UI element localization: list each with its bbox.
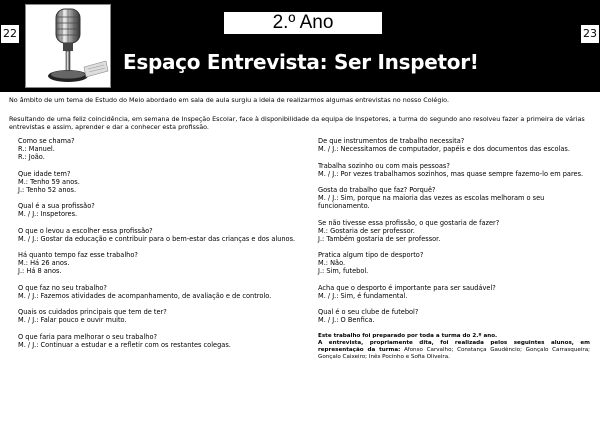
- qa-item: [18, 284, 298, 300]
- question: Como se chama?: [18, 137, 75, 145]
- question: Há quanto tempo faz esse trabalho?: [18, 251, 138, 259]
- answer: M. / J.: Inspetores.: [18, 210, 78, 218]
- qa-item: [18, 202, 298, 218]
- qa-item: [318, 137, 590, 153]
- microphone-photo: [25, 4, 111, 88]
- class-year-label: 2.º Ano: [223, 11, 383, 35]
- answer: J.: Sim, futebol.: [318, 267, 369, 275]
- qa-item: [318, 251, 590, 275]
- qa-item: [18, 137, 298, 161]
- answer: M. / J.: Por vezes trabalhamos sozinhos, mas quase sempre fazemo-lo em pares.: [318, 169, 584, 178]
- page-title: Espaço Entrevista: Ser Inspetor!: [123, 50, 479, 74]
- answer: R.: Manuel.: [18, 145, 55, 153]
- credits-note: [318, 333, 590, 361]
- answer: M. / J.: O Benfica.: [318, 316, 375, 324]
- question: Que idade tem?: [18, 169, 71, 178]
- page-header: [0, 0, 600, 92]
- question: Se não tivesse essa profissão, o que gostaria de fazer?: [318, 218, 500, 227]
- answer: M.: Não.: [318, 259, 346, 267]
- question: O que o levou a escolher essa profissão?: [18, 226, 153, 235]
- answer: M. / J.: Sim, porque na maioria das vezes as escolas melhoram o seu funcionamento.: [318, 194, 545, 210]
- question: Qual é o seu clube de futebol?: [318, 308, 419, 316]
- qa-item: [18, 227, 298, 243]
- credits-student-names: Afonso Carvalho; Constança Gaudêncio; Gonçalo Carrasqueira; Gonçalo Caixeiro; Inês Pocinho e Sofia Oliveira.: [318, 346, 591, 360]
- qa-item: [318, 162, 590, 178]
- question: Qual é a sua profissão?: [18, 202, 95, 210]
- answer: M. / J.: Gostar da educação e contribuir para o bem-estar das crianças e dos alunos.: [18, 234, 296, 243]
- interview-left-column: [18, 137, 298, 357]
- interview-right-column: [318, 137, 590, 361]
- answer: J.: Também gostaria de ser professor.: [318, 234, 441, 243]
- question: Trabalha sozinho ou com mais pessoas?: [318, 161, 450, 170]
- question: Quais os cuidados principais que tem de ter?: [18, 308, 167, 316]
- answer: M.: Tenho 59 anos.: [18, 177, 80, 186]
- qa-item: [18, 170, 298, 194]
- qa-item: [318, 308, 590, 324]
- answer: M.: Gostaria de ser professor.: [318, 226, 415, 235]
- qa-item: [318, 284, 590, 300]
- answer: M. / J.: Continuar a estudar e a refletir com os restantes colegas.: [18, 340, 231, 349]
- credits-line-2-bold: A entrevista, propriamente dita, foi realizada pelos seguintes alunos, em representação da turma:: [318, 339, 590, 353]
- qa-item: [18, 251, 298, 275]
- answer: M. / J.: Falar pouco e ouvir muito.: [18, 316, 127, 324]
- answer: R.: João.: [18, 153, 45, 161]
- microphone-icon: [26, 5, 111, 88]
- question: Pratica algum tipo de desporto?: [318, 251, 424, 259]
- answer: M. / J.: Sim, é fundamental.: [318, 291, 408, 300]
- answer: M.: Há 26 anos.: [18, 259, 70, 267]
- credits-line-1: Este trabalho foi preparado por toda a turma do 2.º ano.: [318, 332, 498, 339]
- intro-paragraph-1: No âmbito de um tema de Estudo do Meio abordado em sala de aula surgiu a ideia de realizarmos algumas entrevistas no nosso Colégio.: [9, 96, 450, 104]
- answer: M. / J.: Fazemos atividades de acompanhamento, de avaliação e de controlo.: [18, 291, 272, 300]
- qa-item: [318, 219, 590, 243]
- page-number-left: 22: [0, 24, 20, 44]
- qa-item: [18, 308, 298, 324]
- page-number-right: 23: [580, 24, 600, 44]
- answer: J.: Há 8 anos.: [18, 267, 62, 275]
- answer: J.: Tenho 52 anos.: [18, 185, 77, 194]
- answer: M. / J.: Necessitamos de computador, papéis e dos documentos das escolas.: [318, 145, 570, 153]
- question: De que instrumentos de trabalho necessita?: [318, 137, 465, 145]
- question: Acha que o desporto é importante para ser saudável?: [318, 283, 496, 292]
- question: O que faz no seu trabalho?: [18, 283, 107, 292]
- qa-item: [318, 186, 590, 210]
- question: Gosta do trabalho que faz? Porquê?: [318, 186, 436, 194]
- intro-paragraph-2: Resultando de uma feliz coincidência, em semana de Inspeção Escolar, face à disponibilidade da equipa de Inspetores, a turma do segundo ano resolveu fazer a primeira de várias entrevistas e assim, aprender e dar a conhecer esta profissão.: [9, 115, 585, 131]
- question: O que faria para melhorar o seu trabalho?: [18, 332, 158, 341]
- qa-item: [18, 333, 298, 349]
